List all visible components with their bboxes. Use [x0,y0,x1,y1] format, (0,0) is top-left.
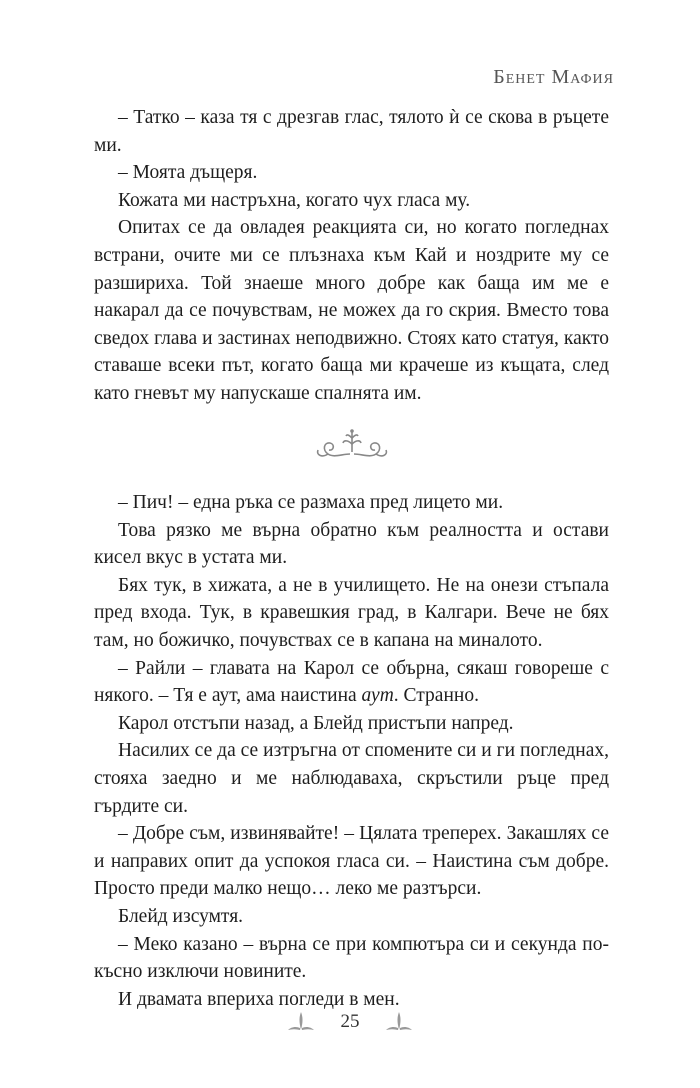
scroll-ornament-icon [312,424,392,464]
paragraph: – Пич! – една ръка се размаха пред лицето ми. [118,492,504,513]
paragraph: Опитах се да овладея реакцията си, но когато погледнах встрани, очите ми се плъзнаха към Кай и ноздрите му се разшириха. Той знаеше много добре как баща им ме е накарал да се почувствам, не можех да го скрия. Вместо това сведох глава и застинах неподвижно. Стоях като статуя, както ставаше всеки път, когато баща ми крачеше из къщата, след като гневът му напускаше спалнята им. [94,217,609,404]
paragraph [94,655,609,710]
page-number: 25 [340,1011,360,1032]
page-footer [0,1010,700,1034]
fleur-icon [384,1010,414,1034]
dialogue-text: . Странно. [393,685,479,707]
paragraph: – Татко – каза тя с дрезгав глас, тялото ѝ се скова в ръцете ми. [94,107,609,156]
running-header: Бенет Мафия [493,66,614,88]
paragraph: И двамата впериха погледи в мен. [118,988,400,1010]
paragraph: Бях тук, в хижата, а не в училището. Не на онези стъпала пред входа. Тук, в кравешкия град, в Калгари. Вече не бях там, но божичко, почувствах се в капана на миналото. [94,574,609,651]
paragraph: Насилих се да се изтръгна от спомените си и ги погледнах, стояха заедно и ме наблюдаваха, скръстили ръце пред гърдите си. [94,740,609,817]
paragraph: Това рязко ме върна обратно към реалността и остави кисел вкус в устата ми. [94,519,609,569]
paragraph: – Меко казано – върна се при компютъра си и секунда по-късно изключи новините. [94,933,609,983]
text-block-2 [94,489,609,1013]
paragraph: – Добре съм, извинявайте! – Цялата треперех. Закашлях се и направих опит да успокоя гласа си. – Наистина съм добре. Просто преди малко нещо… леко ме разтърси. [94,823,609,900]
paragraph: – Моята дъщеря. [118,162,258,184]
paragraph: Блейд изсумтя. [118,905,244,927]
dialogue-text: – Райли – главата на Карол се обърна, сякаш говореше с някого. – Тя е аут, ама наистина [94,657,609,707]
paragraph: Кожата ми настръхна, когато чух гласа му. [118,189,471,211]
paragraph: Карол отстъпи назад, а Блейд пристъпи напред. [118,712,514,734]
text-block-1 [94,104,609,408]
fleur-icon [286,1010,316,1034]
emphasized-word: аут [361,685,394,707]
